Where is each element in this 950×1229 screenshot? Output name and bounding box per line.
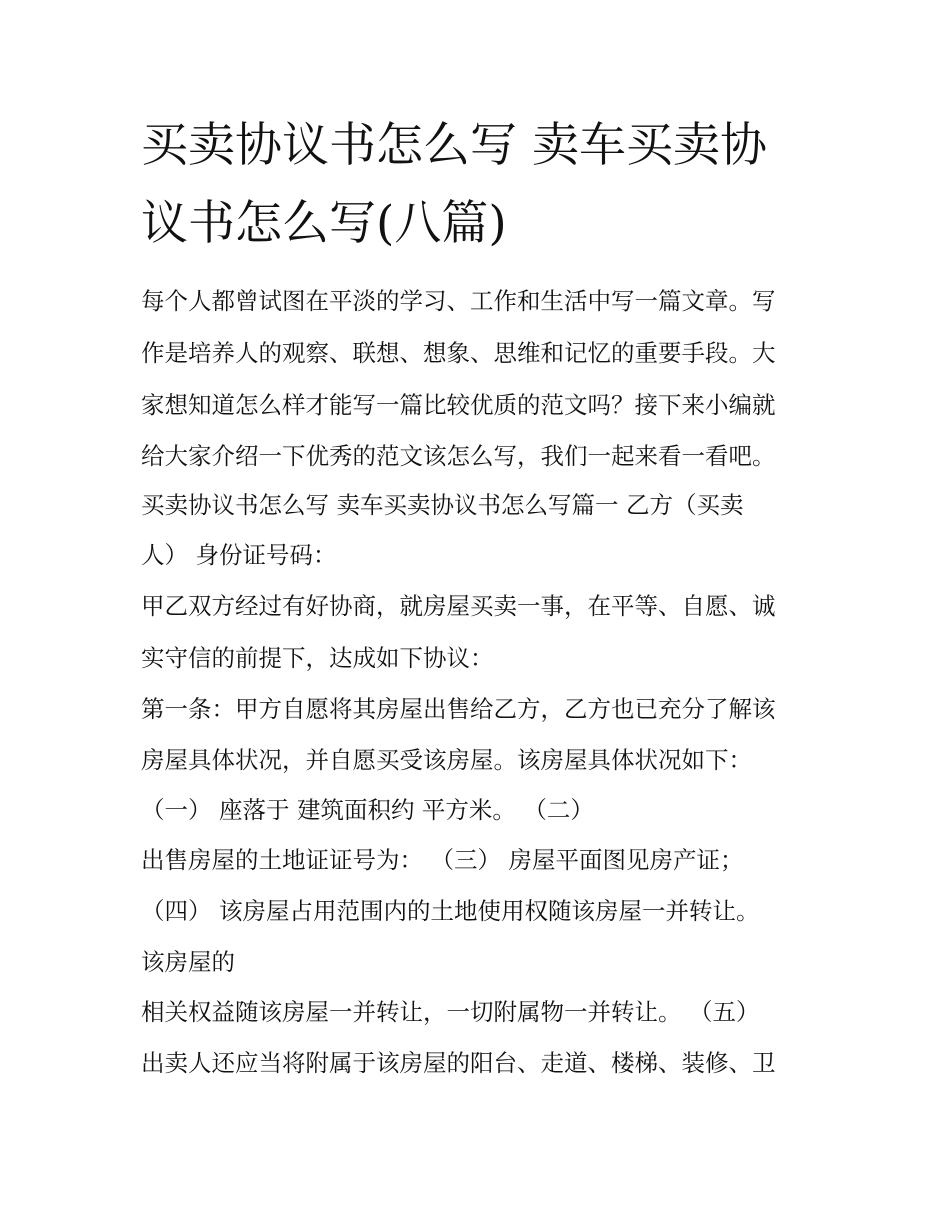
document-title-line-1: 买卖协议书怎么写 卖车买卖协 [141,118,767,173]
body-line: 买卖协议书怎么写 卖车买卖协议书怎么写篇一 乙方（买卖 [141,491,744,519]
body-line: 实守信的前提下，达成如下协议： [141,644,494,672]
body-line: 甲乙双方经过有好协商，就房屋买卖一事，在平等、自愿、诚 [141,592,776,620]
body-line: 给大家介绍一下优秀的范文该怎么写，我们一起来看一看吧。 [141,442,776,470]
body-line: （一） 座落于 建筑面积约 平方米。 （二） [141,796,594,824]
body-line: 家想知道怎么样才能写一篇比较优质的范文吗？接下来小编就 [141,391,776,419]
document-title-line-2: 议书怎么写(八篇) [141,196,507,251]
body-line: 房屋具体状况，并自愿买受该房屋。该房屋具体状况如下： [141,746,752,774]
body-line: （四） 该房屋占用范围内的土地使用权随该房屋一并转让。 [141,897,760,925]
body-line: 出卖人还应当将附属于该房屋的阳台、走道、楼梯、装修、卫 [141,1049,776,1077]
body-line: 每个人都曾试图在平淡的学习、工作和生活中写一篇文章。写 [141,287,776,315]
body-line: 作是培养人的观察、联想、想象、思维和记忆的重要手段。大 [141,339,776,367]
body-line: 人） 身份证号码： [141,541,337,569]
body-line: 出售房屋的土地证证号为： （三） 房屋平面图见房产证； [141,846,744,874]
body-line: 相关权益随该房屋一并转让，一切附属物一并转让。 （五） [141,998,760,1026]
body-line: 第一条：甲方自愿将其房屋出售给乙方，乙方也已充分了解该 [141,695,776,723]
body-line: 该房屋的 [141,948,235,976]
